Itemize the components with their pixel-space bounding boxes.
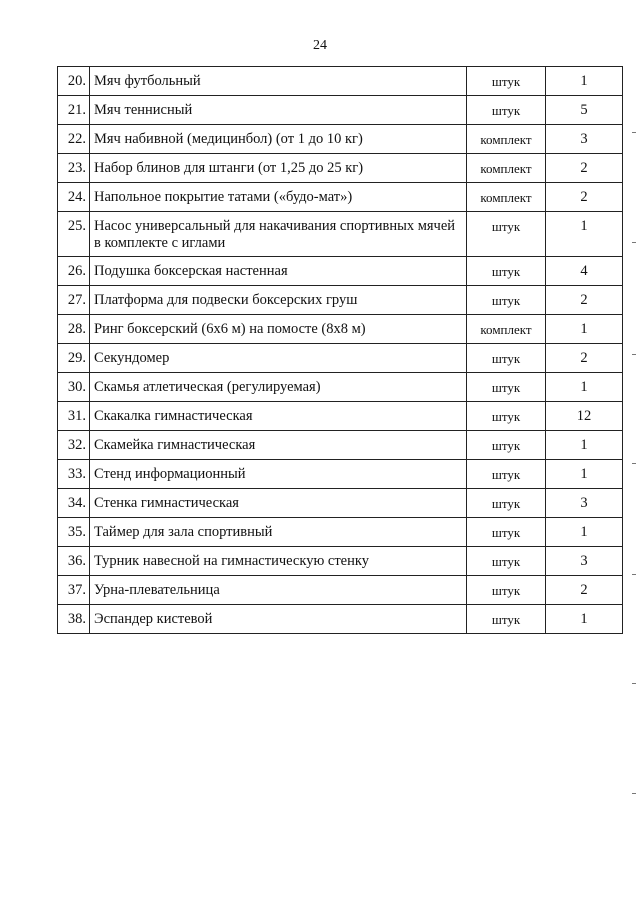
item-quantity: 1 (546, 431, 623, 460)
item-name: Секундомер (90, 344, 467, 373)
item-unit: штук (467, 212, 546, 257)
scan-mark (632, 354, 636, 355)
table-row (58, 286, 623, 315)
item-unit: штук (467, 489, 546, 518)
item-quantity: 1 (546, 315, 623, 344)
item-name: Стенд информационный (90, 460, 467, 489)
item-name: Скакалка гимнастическая (90, 402, 467, 431)
scan-mark (632, 793, 636, 794)
item-name: Мяч футбольный (90, 67, 467, 96)
table-row (58, 154, 623, 183)
item-name: Мяч теннисный (90, 96, 467, 125)
table-row (58, 96, 623, 125)
item-quantity: 12 (546, 402, 623, 431)
table-row (58, 373, 623, 402)
row-number: 29. (58, 344, 90, 373)
equipment-table (57, 66, 623, 634)
row-number: 28. (58, 315, 90, 344)
item-unit: штук (467, 344, 546, 373)
item-name: Таймер для зала спортивный (90, 518, 467, 547)
item-quantity: 2 (546, 576, 623, 605)
item-quantity: 5 (546, 96, 623, 125)
item-name: Мяч набивной (медицинбол) (от 1 до 10 кг) (90, 125, 467, 154)
item-unit: штук (467, 257, 546, 286)
item-quantity: 1 (546, 518, 623, 547)
item-quantity: 1 (546, 460, 623, 489)
item-quantity: 2 (546, 183, 623, 212)
item-unit: комплект (467, 154, 546, 183)
scan-mark (632, 463, 636, 464)
row-number: 31. (58, 402, 90, 431)
row-number: 24. (58, 183, 90, 212)
item-quantity: 1 (546, 373, 623, 402)
item-unit: комплект (467, 125, 546, 154)
row-number: 21. (58, 96, 90, 125)
table-row (58, 605, 623, 634)
table-row (58, 460, 623, 489)
scan-mark (632, 683, 636, 684)
item-quantity: 1 (546, 605, 623, 634)
equipment-table-body (58, 67, 623, 634)
item-name: Скамья атлетическая (регулируемая) (90, 373, 467, 402)
item-unit: штук (467, 402, 546, 431)
row-number: 30. (58, 373, 90, 402)
row-number: 35. (58, 518, 90, 547)
row-number: 38. (58, 605, 90, 634)
item-name: Ринг боксерский (6х6 м) на помосте (8х8 м) (90, 315, 467, 344)
item-name: Стенка гимнастическая (90, 489, 467, 518)
item-unit: штук (467, 286, 546, 315)
item-unit: штук (467, 460, 546, 489)
table-row (58, 489, 623, 518)
row-number: 33. (58, 460, 90, 489)
table-row (58, 257, 623, 286)
page-number: 24 (313, 38, 327, 53)
row-number: 37. (58, 576, 90, 605)
table-row (58, 431, 623, 460)
item-unit: штук (467, 96, 546, 125)
item-name: Урна-плевательница (90, 576, 467, 605)
item-quantity: 2 (546, 344, 623, 373)
item-name: Насос универсальный для накачивания спортивных мячей в комплекте с иглами (90, 212, 467, 257)
item-unit: штук (467, 67, 546, 96)
table-row (58, 344, 623, 373)
item-name: Турник навесной на гимнастическую стенку (90, 547, 467, 576)
row-number: 25. (58, 212, 90, 257)
row-number: 36. (58, 547, 90, 576)
row-number: 26. (58, 257, 90, 286)
item-name: Подушка боксерская настенная (90, 257, 467, 286)
item-name: Платформа для подвески боксерских груш (90, 286, 467, 315)
row-number: 27. (58, 286, 90, 315)
table-row (58, 518, 623, 547)
table-row (58, 547, 623, 576)
table-row (58, 402, 623, 431)
item-quantity: 2 (546, 286, 623, 315)
table-row (58, 67, 623, 96)
item-unit: штук (467, 431, 546, 460)
row-number: 20. (58, 67, 90, 96)
table-row (58, 125, 623, 154)
item-quantity: 2 (546, 154, 623, 183)
item-quantity: 3 (546, 125, 623, 154)
item-unit: штук (467, 518, 546, 547)
table-row (58, 212, 623, 257)
item-quantity: 1 (546, 212, 623, 257)
item-unit: штук (467, 547, 546, 576)
item-quantity: 3 (546, 489, 623, 518)
scan-mark (632, 242, 636, 243)
table-row (58, 576, 623, 605)
item-quantity: 4 (546, 257, 623, 286)
table-row (58, 315, 623, 344)
row-number: 23. (58, 154, 90, 183)
item-unit: штук (467, 576, 546, 605)
item-quantity: 3 (546, 547, 623, 576)
item-name: Эспандер кистевой (90, 605, 467, 634)
item-unit: штук (467, 373, 546, 402)
item-unit: штук (467, 605, 546, 634)
row-number: 34. (58, 489, 90, 518)
item-name: Напольное покрытие татами («будо-мат») (90, 183, 467, 212)
item-quantity: 1 (546, 67, 623, 96)
scan-mark (632, 132, 636, 133)
scan-mark (632, 574, 636, 575)
item-unit: комплект (467, 183, 546, 212)
table-row (58, 183, 623, 212)
row-number: 22. (58, 125, 90, 154)
row-number: 32. (58, 431, 90, 460)
item-name: Набор блинов для штанги (от 1,25 до 25 кг) (90, 154, 467, 183)
item-unit: комплект (467, 315, 546, 344)
item-name: Скамейка гимнастическая (90, 431, 467, 460)
